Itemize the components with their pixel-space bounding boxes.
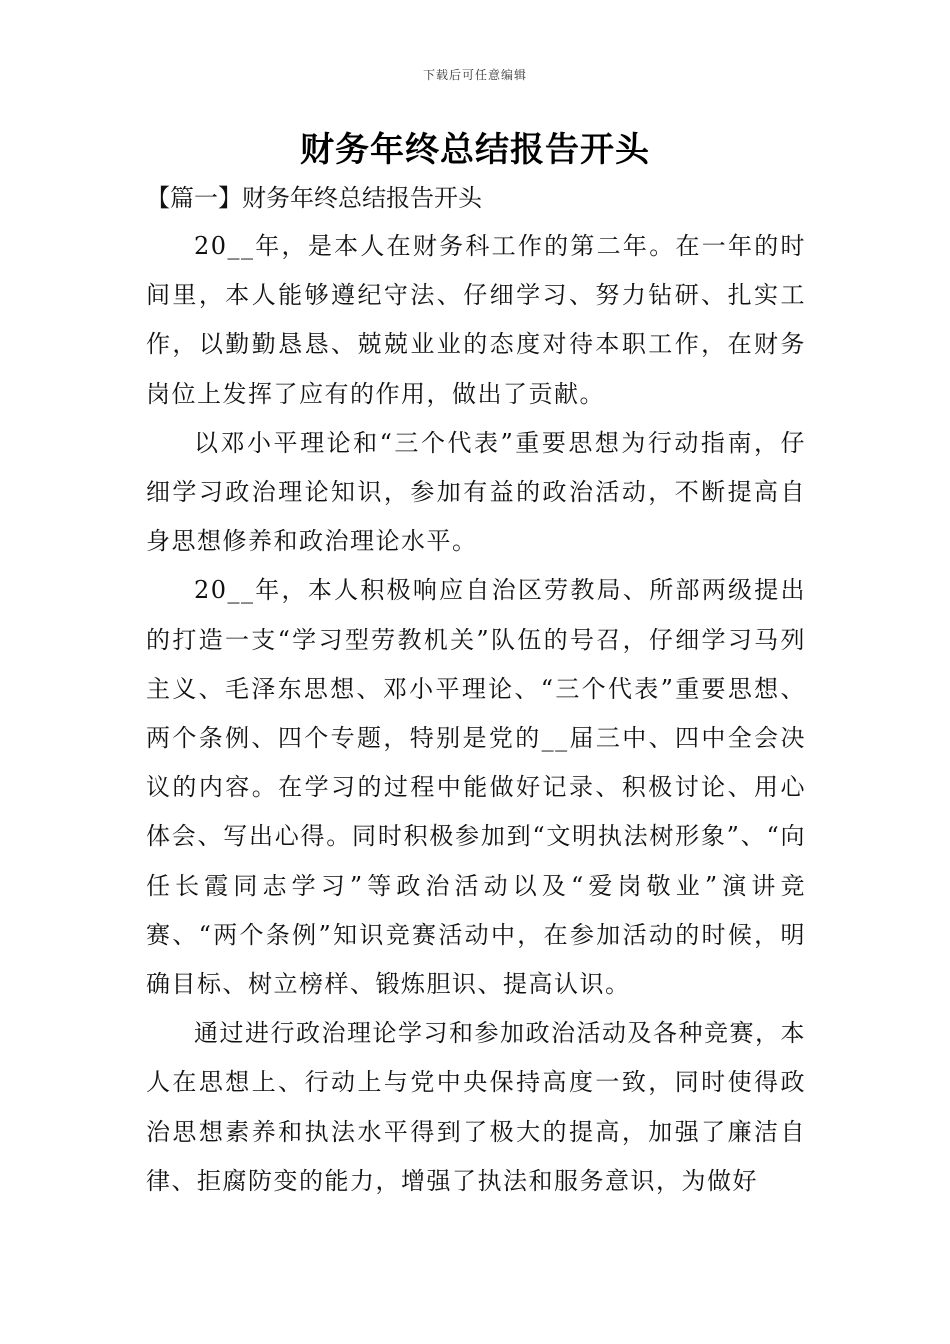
header-note: 下载后可任意编辑 — [422, 68, 527, 82]
paragraph-3: 20__年，本人积极响应自治区劳教局、所部两级提出的打造一支“学习型劳教机关”队伍的号召，仔细学习马列主义、毛泽东思想、邓小平理论、“三个代表”重要思想、两个条例、四个专题，特别是党的__届三中、四中全会决议的内容。在学习的过程中能做好记录、积极讨论、用心体会、写出心得。同时积极参加到“文明执法树形象”、“向任长霞同志学习”等政治活动以及“爱岗敬业”演讲竞赛、“两个条例”知识竞赛活动中，在参加活动的时候，明确目标、树立榜样、锻炼胆识、提高认识。 — [146, 576, 806, 999]
section-heading: 【篇一】财务年终总结报告开头 — [146, 184, 482, 212]
paragraph-4: 通过进行政治理论学习和参加政治活动及各种竞赛，本人在思想上、行动上与党中央保持高度一致，同时使得政治思想素养和执法水平得到了极大的提高，加强了廉洁自律、拒腐防变的能力，增强了执法和服务意识，为做好 — [146, 1019, 806, 1195]
document-body — [146, 222, 806, 1206]
document-title: 财务年终总结报告开头 — [300, 130, 650, 170]
paragraph-1: 20__年，是本人在财务科工作的第二年。在一年的时间里，本人能够遵纪守法、仔细学习、努力钻研、扎实工作，以勤勤恳恳、兢兢业业的态度对待本职工作，在财务岗位上发挥了应有的作用，做出了贡献。 — [146, 232, 806, 408]
paragraph-2: 以邓小平理论和“三个代表”重要思想为行动指南，仔细学习政治理论知识，参加有益的政治活动，不断提高自身思想修养和政治理论水平。 — [146, 428, 806, 556]
